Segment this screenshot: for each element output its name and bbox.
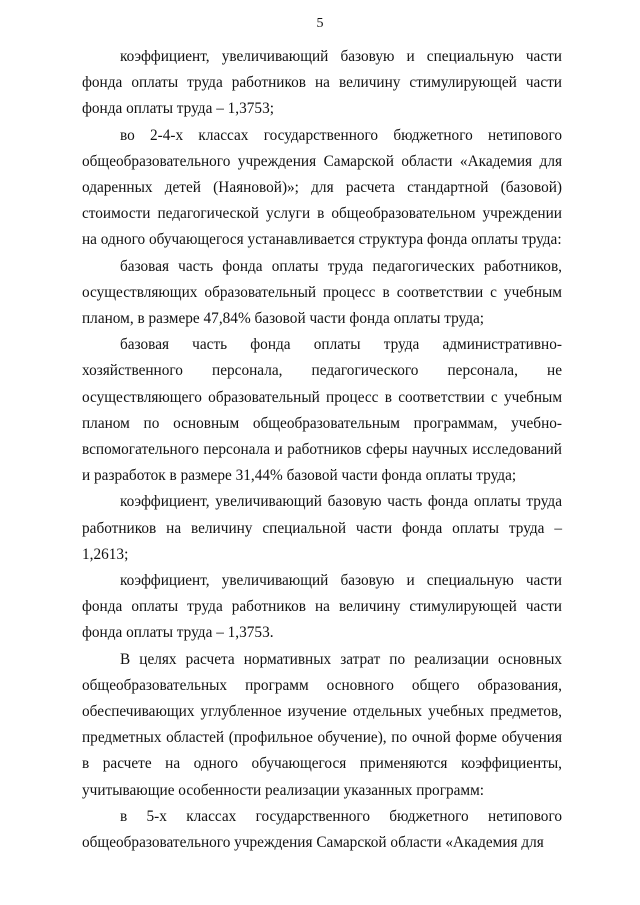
paragraph-base-teaching-staff: базовая часть фонда оплаты труда педагогических работников, осуществляющих образовательный процесс в соответствии с учебным планом, в размере 47,84% базовой части фонда оплаты труда; — [82, 257, 562, 328]
paragraph-base-admin-staff: базовая часть фонда оплаты труда административно-хозяйственного персонала, педагогического персонала, не осуществляющего образовательный процесс в соответствии с учебным планом по основным общеобразовательным программам, учебно-вспомогательного персонала и работников сферы научных исследований и разработок в размере 31,44% базовой части фонда оплаты труда; — [82, 336, 562, 485]
document-body — [82, 44, 562, 856]
paragraph-coefficient-stimulating: коэффициент, увеличивающий базовую и специальную части фонда оплаты труда работников на величину стимулирующей части фонда оплаты труда – 1,3753; — [82, 48, 562, 118]
paragraph-coefficient-stimulating-2: коэффициент, увеличивающий базовую и специальную части фонда оплаты труда работников на величину стимулирующей части фонда оплаты труда – 1,3753. — [82, 572, 562, 642]
page-number: 5 — [316, 16, 324, 31]
paragraph-grades-2-4: во 2-4-х классах государственного бюджетного нетипового общеобразовательного учреждения Самарской области «Академия для одаренных детей (Наяновой)»; для расчета стандартной (базовой) стоимости педагогической услуги в общеобразовательном учреждении на одного обучающегося устанавливается структура фонда оплаты труда: — [82, 126, 562, 249]
paragraph-normative-costs: В целях расчета нормативных затрат по реализации основных общеобразовательных программ основного общего образования, обеспечивающих углубленное изучение отдельных учебных предметов, предметных областей (профильное обучение), по очной форме обучения в расчете на одного обучающегося применяются коэффициенты, учитывающие особенности реализации указанных программ: — [82, 650, 562, 799]
paragraph-coefficient-special: коэффициент, увеличивающий базовую часть фонда оплаты труда работников на величину специальной части фонда оплаты труда – 1,2613; — [82, 493, 562, 563]
paragraph-grade-5: в 5-х классах государственного бюджетного нетипового общеобразовательного учреждения Самарской области «Академия для — [82, 807, 562, 852]
